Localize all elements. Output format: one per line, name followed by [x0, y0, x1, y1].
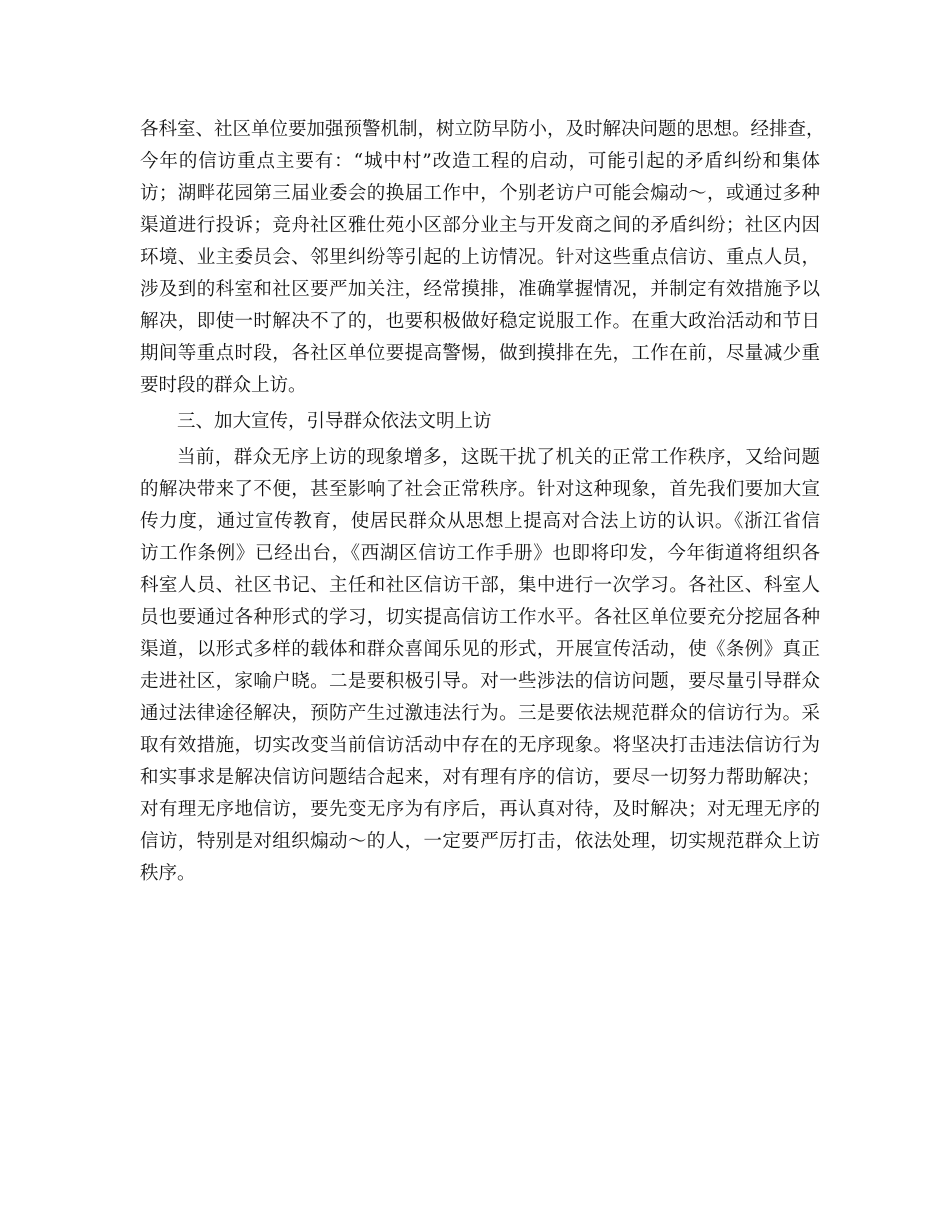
text-line: 涉及到的科室和社区要严加关注，经常摸排，准确掌握情况，并制定有效措施予以	[140, 279, 820, 300]
text-line: 访工作条例》已经出台，《西湖区信访工作手册》也即将印发，今年街道将组织各	[140, 543, 820, 564]
text-line: 员也要通过各种形式的学习，切实提高信访工作水平。各社区单位要充分挖屈各种	[140, 607, 820, 628]
text-line: 各科室、社区单位要加强预警机制，树立防早防小，及时解决问题的思想。经排查，	[140, 119, 825, 140]
text-line: 今年的信访重点主要有：“城中村”改造工程的启动，可能引起的矛盾纠纷和集体	[140, 151, 820, 172]
text-line: 传力度，通过宣传教育，使居民群众从思想上提高对合法上访的认识。《浙江省信	[140, 511, 820, 532]
paragraph-p1	[140, 114, 825, 402]
text-line: 访；湖畔花园第三届业委会的换届工作中，个别老访户可能会煽动～，或通过多种	[140, 183, 820, 204]
text-line: 信访，特别是对组织煽动～的人，一定要严厉打击，依法处理，切实规范群众上访	[140, 831, 820, 852]
text-line: 环境、业主委员会、邻里纠纷等引起的上访情况。针对这些重点信访、重点人员，	[140, 247, 820, 268]
document-body	[140, 114, 825, 890]
text-line: 取有效措施，切实改变当前信访活动中存在的无序现象。将坚决打击违法信访行为	[140, 735, 820, 756]
text-line: 渠道，以形式多样的载体和群众喜闻乐见的形式，开展宣传活动，使《条例》真正	[140, 639, 820, 660]
text-line: 通过法律途径解决，预防产生过激违法行为。三是要依法规范群众的信访行为。采	[140, 703, 820, 724]
section-heading-3	[140, 406, 820, 438]
text-line: 要时段的群众上访。	[140, 375, 307, 396]
text-line: 解决，即使一时解决不了的，也要积极做好稳定说服工作。在重大政治活动和节日	[140, 311, 820, 332]
text-line: 的解决带来了不便，甚至影响了社会正常秩序。针对这种现象，首先我们要加大宣	[140, 479, 820, 500]
paragraph-p2	[140, 442, 820, 890]
text-line: 科室人员、社区书记、主任和社区信访干部，集中进行一次学习。各社区、科室人	[140, 575, 820, 596]
text-line: 对有理无序地信访，要先变无序为有序后，再认真对待，及时解决；对无理无序的	[140, 799, 820, 820]
text-line: 走进社区，家喻户晓。二是要积极引导。对一些涉法的信访问题，要尽量引导群众	[140, 671, 820, 692]
text-line: 当前，群众无序上访的现象增多，这既干扰了机关的正常工作秩序，又给问题	[177, 447, 820, 468]
text-line: 期间等重点时段，各社区单位要提高警惕，做到摸排在先，工作在前，尽量减少重	[140, 343, 820, 364]
text-line: 和实事求是解决信访问题结合起来，对有理有序的信访，要尽一切努力帮助解决；	[140, 767, 820, 788]
text-line: 渠道进行投诉；竞舟社区雅仕苑小区部分业主与开发商之间的矛盾纠纷；社区内因	[140, 215, 820, 236]
section-heading-text: 三、加大宣传，引导群众依法文明上访	[177, 411, 492, 432]
text-line: 秩序。	[140, 863, 196, 884]
